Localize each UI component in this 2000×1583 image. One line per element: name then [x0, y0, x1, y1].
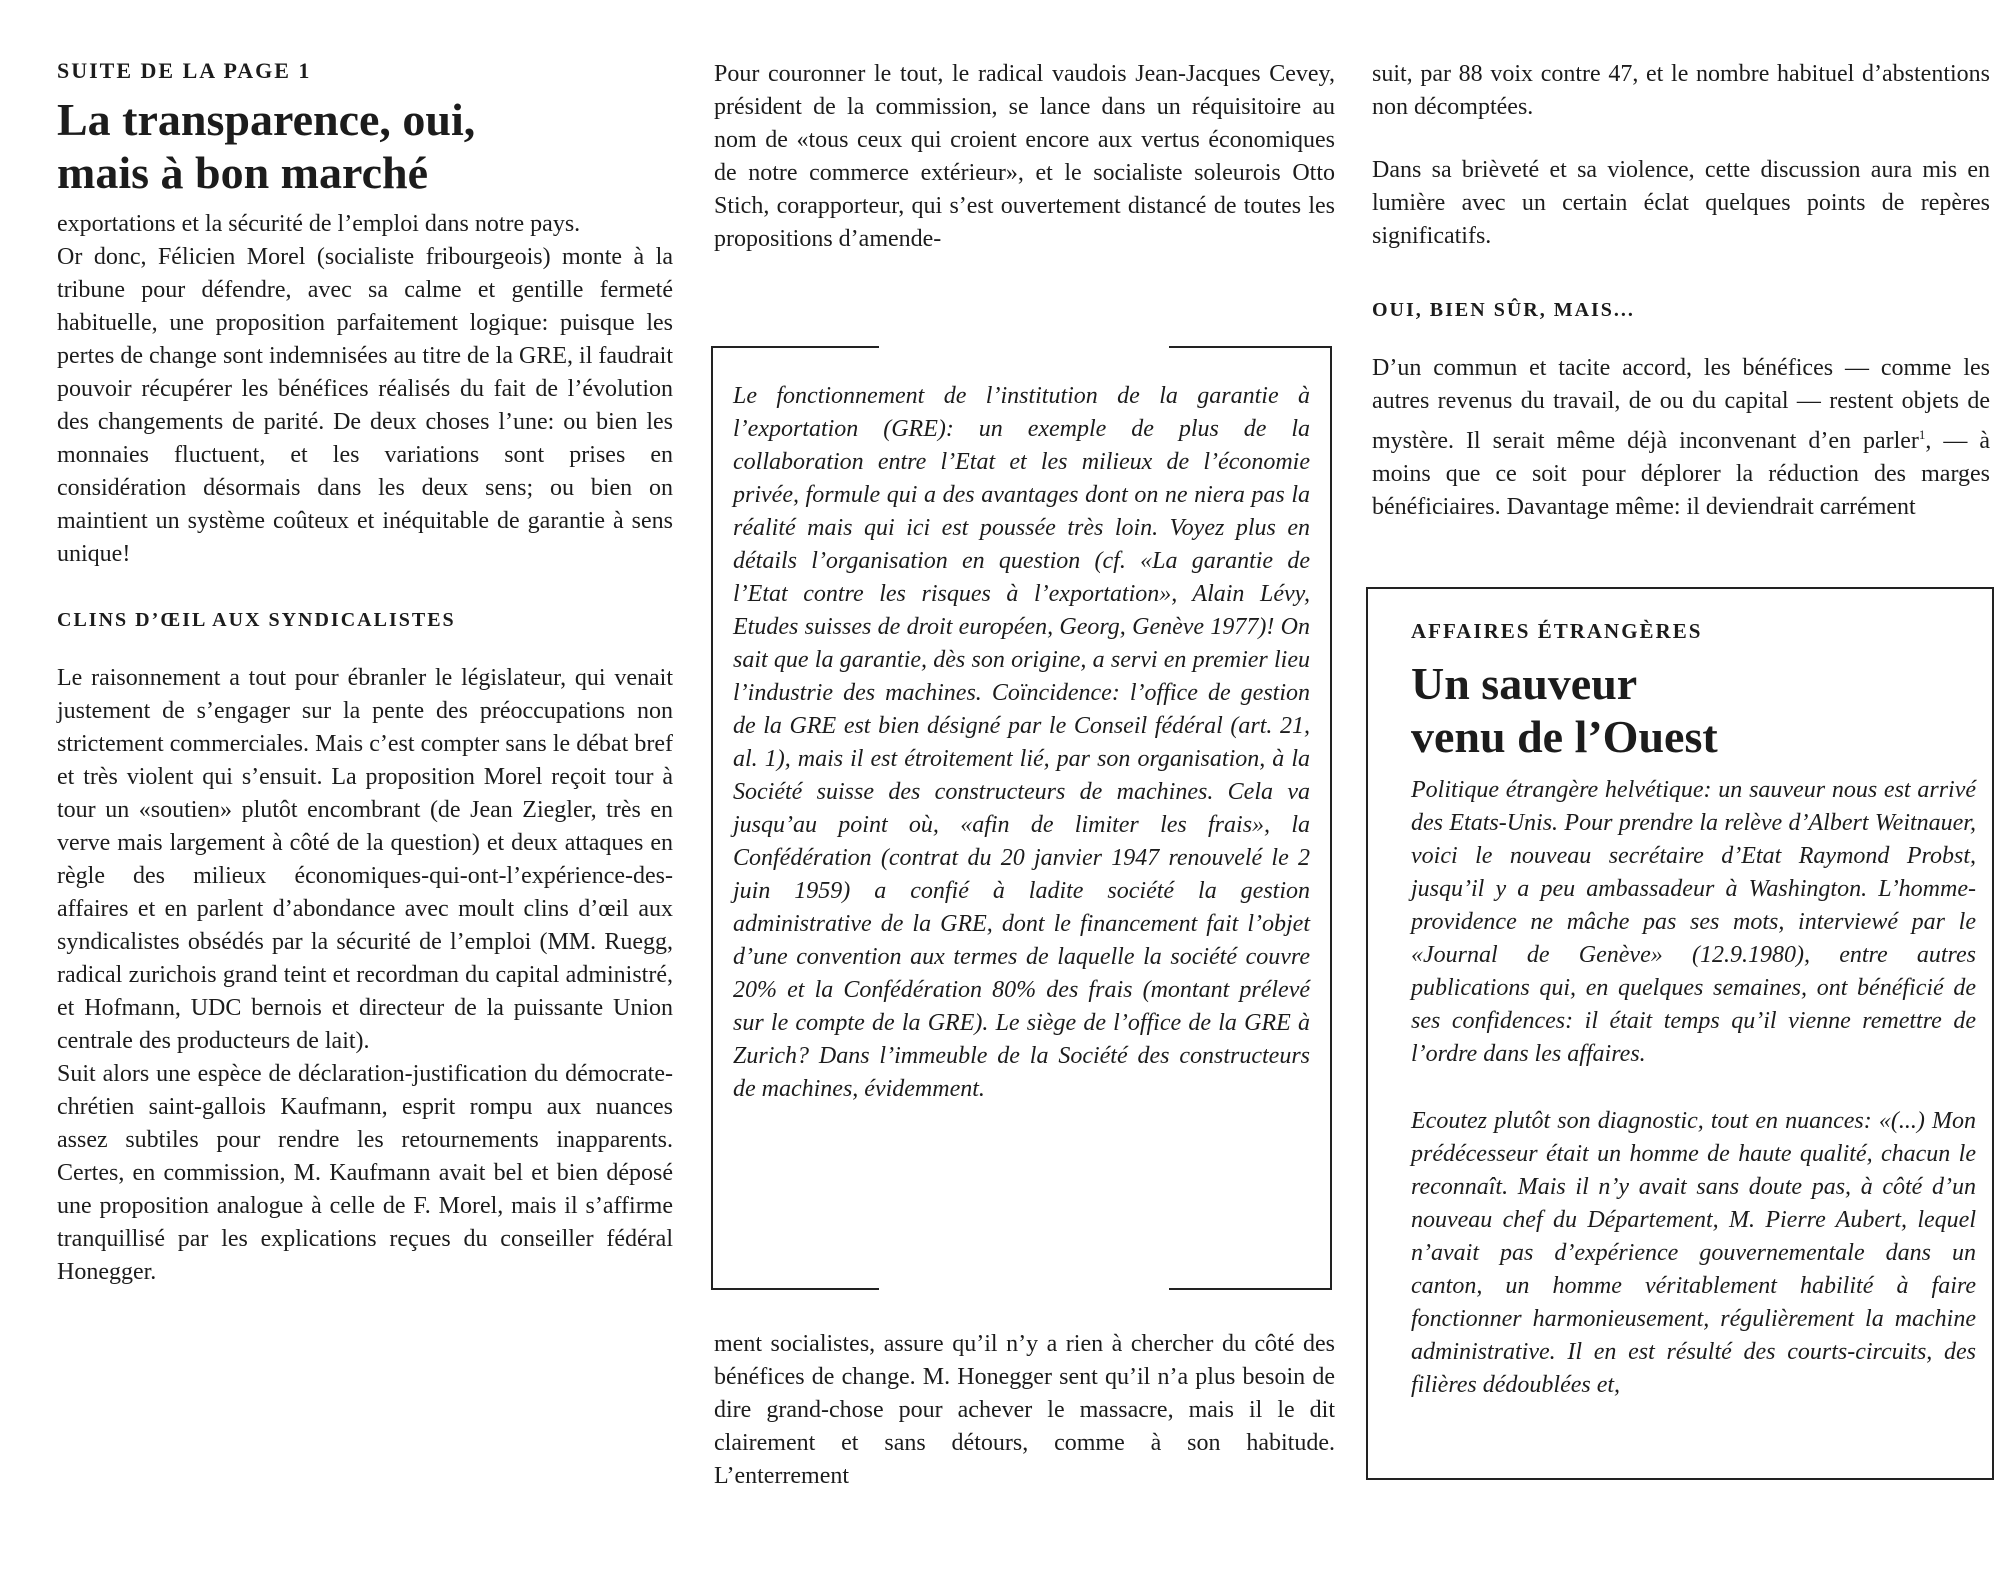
headline-line-1: La transparence, oui,	[57, 94, 476, 146]
paragraph	[1372, 352, 1990, 524]
article-headline	[57, 94, 673, 200]
boxed-article	[1366, 587, 1994, 1480]
box-rule	[1169, 346, 1332, 348]
right-column	[1372, 58, 1990, 524]
middle-column-bottom	[714, 1328, 1335, 1493]
headline-line-2: mais à bon marché	[57, 147, 428, 199]
headline-line-1: Un sauveur	[1411, 658, 1638, 710]
box-rule	[711, 1288, 879, 1290]
box-rule	[1169, 1288, 1332, 1290]
paragraph: suit, par 88 voix contre 47, et le nombre habituel d’abstentions non décomptées.	[1372, 61, 1990, 120]
paragraph: Ecoutez plutôt son diagnostic, tout en nuances: «(...) Mon prédécesseur était un homme de haute qualité, chacun le reconnaît. Mais il n’y avait sans doute pas, à côté d’un nouveau chef du Département, M. Pierre Aubert, lequel n’avait pas d’expérience gouvernementale dans un canton, un homme véritablement habilité à faire fonctionner harmonieusement, régulièrement la machine administrative. Il en est résulté des courts-circuits, des filières dédoublées et,	[1411, 1107, 1976, 1398]
section-subheading: CLINS D’ŒIL AUX SYNDICALISTES	[57, 609, 456, 632]
paragraph: ment socialistes, assure qu’il n’y a rien à chercher du côté des bénéfices de change. M. Honegger sent qu’il n’a plus besoin de dire grand-chose pour achever le massacre, mais il le dit clairement et sans détours, comme à son habitude. L’enterrement	[714, 1331, 1335, 1489]
left-column	[57, 58, 673, 1289]
inset-text: Le fonctionnement de l’institution de la garantie à l’exportation (GRE): un exemple de plus de la collaboration entre l’Etat et les milieux de l’économie privée, formule qui a des avantages dont on ne niera pas la réalité mais qui ici est poussée très loin. Voyez plus en détails l’organisation en question (cf. «La garantie de l’Etat contre les risques à l’exportation», Alain Lévy, Etudes suisses de droit européen, Georg, Genève 1977)! On sait que la garantie, dès son origine, a servi en premier lieu l’industrie des machines. Coïncidence: l’office de gestion de la GRE est bien désigné par le Conseil fédéral (art. 21, al. 1), mais il est étroitement lié, par son organisation, à la Société suisse des constructeurs de machines. Cela va jusqu’au point où, «afin de limiter les frais», la Confédération (contrat du 20 janvier 1947 renouvelé le 2 juin 1959) a confié à ladite société la gestion administrative de la GRE, dont le financement fait l’objet d’une convention aux termes de laquelle la société couvre 20% et la Confédération 80% des frais (montant prélevé sur le compte de la GRE). Le siège de l’office de la GRE à Zurich? Dans l’immeuble de la Société des constructeurs de machines, évidemment.	[733, 383, 1310, 1102]
section-kicker: AFFAIRES ÉTRANGÈRES	[1411, 619, 1703, 643]
page-continuation-kicker: SUITE DE LA PAGE 1	[57, 58, 312, 83]
box-rule	[711, 346, 879, 348]
paragraph: Dans sa brièveté et sa violence, cette discussion aura mis en lumière avec un certain éclat quelques points de repères significatifs.	[1372, 157, 1990, 249]
headline-line-2: venu de l’Ouest	[1411, 711, 1718, 763]
paragraph: Politique étrangère helvétique: un sauveur nous est arrivé des Etats-Unis. Pour prendre la relève d’Albert Weitnauer, voici le nouveau secrétaire d’Etat Raymond Probst, jusqu’il y a peu ambassadeur à Washington. L’homme-providence ne mâche pas ses mots, interviewé par le «Journal de Genève» (12.9.1980), entre autres publications qui, en quelques semaines, ont bénéficié de ses confidences: il était temps qu’il vienne remettre de l’ordre dans les affaires.	[1411, 776, 1976, 1067]
paragraph: Le raisonnement a tout pour ébranler le législateur, qui venait justement de s’engager sur la pente des préoccupations non strictement commerciales. Mais c’est compter sans le débat bref et très violent qui s’ensuit. La proposition Morel reçoit tour à tour un «soutien» plutôt encombrant (de Jean Ziegler, très en verve mais largement à côté de la question) et deux attaques en règle des milieux économiques-qui-ont-l’expérience-des-affaires et en parlent d’abondance avec moult clins d’œil aux syndicalistes obsédés par la sécurité de l’emploi (MM. Ruegg, radical zurichois grand teint et recordman du capital administré, et Hofmann, UDC bernois et directeur de la puissante Union centrale des producteurs de lait).	[57, 665, 673, 1055]
article-headline	[1411, 658, 1976, 764]
paragraph: Pour couronner le tout, le radical vaudois Jean-Jacques Cevey, président de la commission, se lance dans un réquisitoire au nom de «tous ceux qui croient encore aux vertus économiques de notre commerce extérieur», et le socialiste soleurois Otto Stich, corapporteur, qui s’est ouvertement distancé de toutes les propositions d’amende-	[714, 61, 1335, 252]
inset-box	[711, 346, 1332, 1290]
paragraph: Or donc, Félicien Morel (socialiste fribourgeois) monte à la tribune pour défendre, avec sa calme et gentille fermeté habituelle, une proposition parfaitement logique: puisque les pertes de change sont indemnisées au titre de la GRE, il faudrait pouvoir récupérer les bénéfices réalisés du fait de l’évolution des changements de parité. De deux choses l’une: ou bien les monnaies fluctuent, et les variations sont prises en considération désormais dans les deux sens; ou bien on maintient un système coûteux et inéquitable de garantie à sens unique!	[57, 244, 673, 568]
paragraph: Suit alors une espèce de déclaration-justification du démocrate-chrétien saint-gallois Kaufmann, esprit rompu aux nuances assez subtiles pour rendre les retournements inapparents. Certes, en commission, M. Kaufmann avait bel et bien déposé une proposition analogue à celle de F. Morel, mais il s’affirme tranquillisé par les explications reçues du conseiller fédéral Honegger.	[57, 1061, 673, 1286]
paragraph: exportations et la sécurité de l’emploi dans notre pays.	[57, 211, 581, 238]
footnote-marker: 1	[1918, 427, 1926, 442]
paragraph-text: , — à moins que ce soit pour déplorer la réduction des marges bénéficiaires. Davantage même: il deviendrait carrément	[1372, 428, 1990, 520]
middle-column	[714, 58, 1335, 256]
paragraph-text: D’un commun et tacite accord, les bénéfices — comme les autres revenus du travail, de ou du capital — restent objets de mystère. Il serait même déjà inconvenant d’en parler	[1372, 355, 1990, 454]
section-subheading: OUI, BIEN SÛR, MAIS...	[1372, 299, 1635, 321]
